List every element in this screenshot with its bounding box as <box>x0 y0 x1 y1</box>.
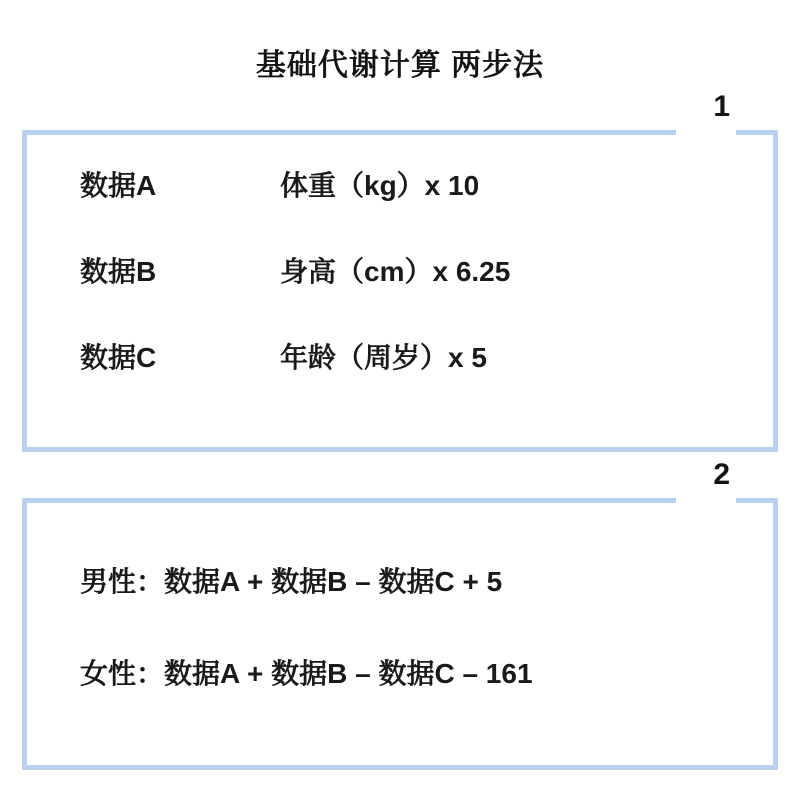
formula-female: 女性：数据A + 数据B – 数据C – 161 <box>80 658 533 689</box>
table-row <box>80 164 778 204</box>
step-2-number: 2 <box>713 458 730 491</box>
table-row <box>80 336 778 376</box>
step-1-rows <box>22 130 778 376</box>
row-label: 数据B <box>80 256 157 287</box>
page-title: 基础代谢计算 两步法 <box>255 49 545 82</box>
step-1-number: 1 <box>713 90 730 123</box>
row-value: 年龄（周岁）x 5 <box>280 342 487 373</box>
row-value: 体重（kg）x 10 <box>280 170 480 201</box>
table-row <box>80 250 778 290</box>
formula-male: 男性：数据A + 数据B – 数据C + 5 <box>80 566 503 597</box>
step-2-border <box>22 498 778 770</box>
step-block-2 <box>22 458 778 770</box>
row-label: 数据A <box>80 170 157 201</box>
row-label: 数据C <box>80 342 157 373</box>
step-block-1 <box>22 90 778 452</box>
row-value: 身高（cm）x 6.25 <box>280 256 511 287</box>
step-2-number-gap <box>676 492 736 504</box>
